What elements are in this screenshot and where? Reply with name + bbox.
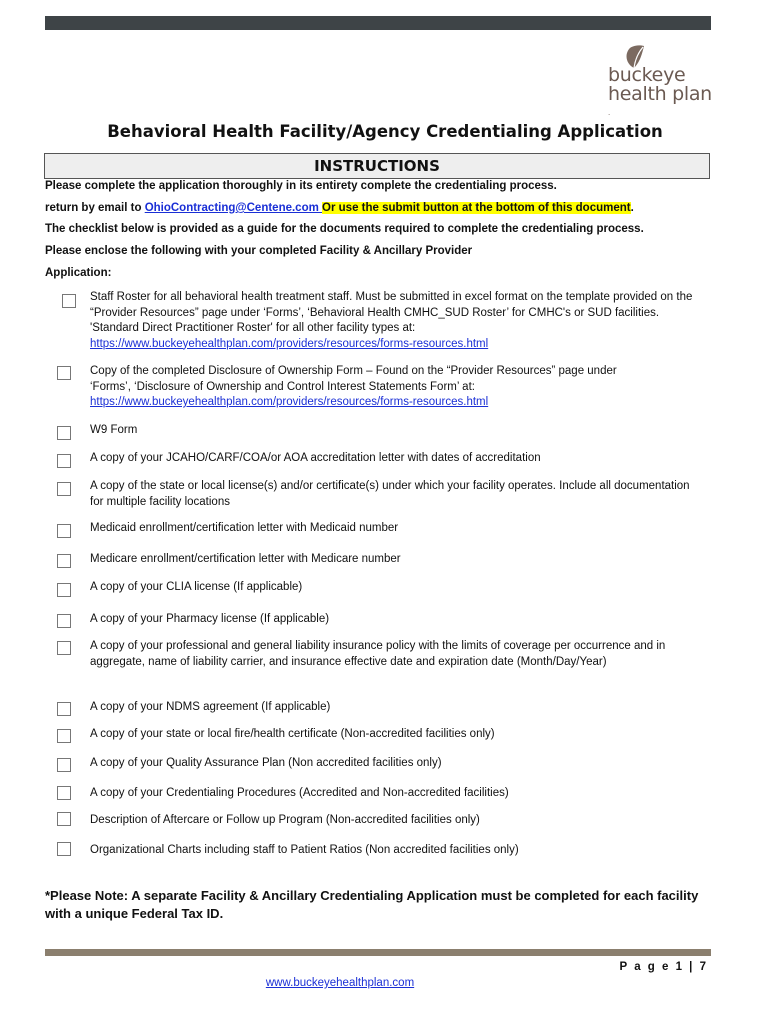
intro-line-2-suffix: . <box>630 202 634 214</box>
checklist-item-text: A copy of your JCAHO/CARF/COA/or AOA accreditation letter with dates of accreditation <box>90 452 541 464</box>
federal-tax-id-note: *Please Note: A separate Facility & Ancillary Credentialing Application must be completed for each facility with a unique Federal Tax ID. <box>45 888 699 921</box>
checkbox[interactable] <box>57 812 71 826</box>
logo-line-1: buckeye <box>608 64 686 86</box>
checklist-item-text <box>90 290 710 352</box>
email-link[interactable]: OhioContracting@Centene.com <box>144 202 323 214</box>
instructions-heading: INSTRUCTIONS <box>44 153 710 179</box>
checklist-item-text: Medicaid enrollment/certification letter with Medicaid number <box>90 522 399 534</box>
buckeye-logo <box>608 44 718 117</box>
checklist-item-text <box>90 364 650 411</box>
checkbox[interactable] <box>57 454 71 468</box>
checkbox[interactable] <box>57 614 71 628</box>
intro-line-2 <box>45 202 634 214</box>
checklist-item-text: A copy of your Credentialing Procedures (Accredited and Non-accredited facilities) <box>90 787 509 799</box>
submit-instruction-highlight: Or use the submit button at the bottom of this document <box>322 202 631 214</box>
intro-line-5: Application: <box>45 267 112 279</box>
checklist-item-text: A copy of your CLIA license (If applicable) <box>90 581 303 593</box>
footer-bar <box>45 949 711 956</box>
checkbox[interactable] <box>57 758 71 772</box>
checkbox[interactable] <box>57 524 71 538</box>
document-title: Behavioral Health Facility/Agency Credentialing Application <box>107 122 663 141</box>
checklist-item-text: A copy of your state or local fire/health certificate (Non-accredited facilities only) <box>90 728 495 740</box>
header-bar <box>45 16 711 30</box>
forms-resources-link[interactable]: https://www.buckeyehealthplan.com/providers/resources/forms-resources.html <box>90 337 489 350</box>
page-number: P a g e 1 | 7 <box>619 961 708 973</box>
intro-line-2-prefix: return by email to <box>45 202 145 214</box>
logo-line-2: health plan <box>608 83 712 105</box>
checkbox[interactable] <box>57 583 71 597</box>
checklist-item-label: Copy of the completed Disclosure of Ownership Form – Found on the “Provider Resources” page under ‘Forms’, ‘Disclosure of Ownership and Control Interest Statements Form’ at: <box>90 365 617 393</box>
intro-line-1: Please complete the application thoroughly in its entirety complete the credentialing process. <box>45 180 557 192</box>
checkbox[interactable] <box>57 641 71 655</box>
checklist-item-text: Medicare enrollment/certification letter with Medicare number <box>90 553 401 565</box>
checklist-item-text: W9 Form <box>90 424 138 436</box>
footer-website-link[interactable]: www.buckeyehealthplan.com <box>265 977 415 989</box>
checklist-item-text: A copy of the state or local license(s) and/or certificate(s) under which your facility operates. Include all documentation for multiple facility locations <box>90 480 690 508</box>
checkbox[interactable] <box>57 729 71 743</box>
checkbox[interactable] <box>57 842 71 856</box>
checklist-item-text: A copy of your professional and general liability insurance policy with the limits of coverage per occurrence and in aggregate, name of liability carrier, and insurance effective date and expiration date (Month/Day/Year) <box>90 640 666 668</box>
checklist-item-text: A copy of your Quality Assurance Plan (Non accredited facilities only) <box>90 757 442 769</box>
checkbox[interactable] <box>57 366 71 380</box>
logo-wordmark <box>608 66 712 123</box>
checkbox[interactable] <box>57 482 71 496</box>
intro-line-4: Please enclose the following with your completed Facility & Ancillary Provider <box>45 245 473 257</box>
checkbox[interactable] <box>62 294 76 308</box>
checkbox[interactable] <box>57 702 71 716</box>
logo-tm: . <box>608 109 610 117</box>
checklist-item-label: Staff Roster for all behavioral health treatment staff. Must be submitted in excel format on the template provided on the “Provider Resources” page under ‘Forms’, ‘Behavioral Health CMHC_SUD Roster’ for CMHC's or SUD facilities. 'Standard Direct Practitioner Roster' for all other facility types at: <box>90 291 693 334</box>
checklist-item-text: Organizational Charts including staff to Patient Ratios (Non accredited facilities only) <box>90 844 519 856</box>
checkbox[interactable] <box>57 554 71 568</box>
checklist-item-text: Description of Aftercare or Follow up Program (Non-accredited facilities only) <box>90 814 480 826</box>
checklist-item-text: A copy of your NDMS agreement (If applicable) <box>90 701 331 713</box>
checklist-item-text: A copy of your Pharmacy license (If applicable) <box>90 613 330 625</box>
checkbox[interactable] <box>57 786 71 800</box>
intro-line-3: The checklist below is provided as a guide for the documents required to complete the credentialing process. <box>45 223 644 235</box>
forms-resources-link[interactable]: https://www.buckeyehealthplan.com/providers/resources/forms-resources.html <box>90 396 489 408</box>
checkbox[interactable] <box>57 426 71 440</box>
